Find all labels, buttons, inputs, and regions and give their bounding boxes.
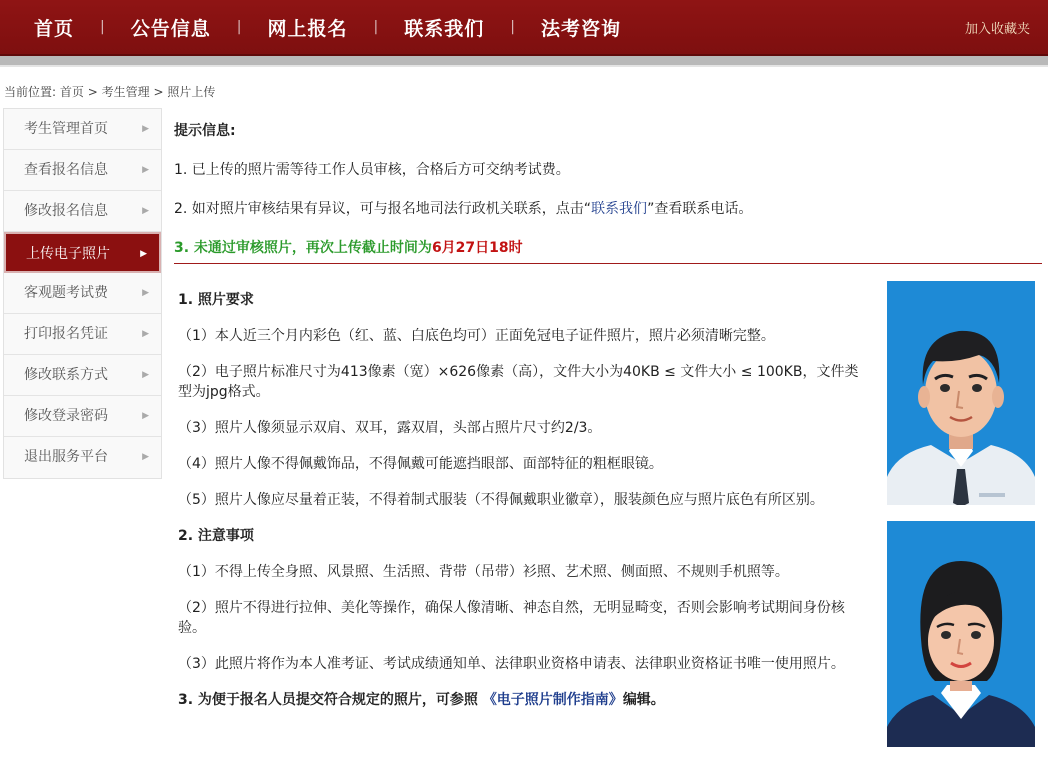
tip-line-3 [174, 237, 1042, 257]
sidebar-menu [3, 108, 162, 479]
notes-heading: 2. 注意事项 [178, 528, 254, 544]
sidebar-item-label: 修改报名信息 [24, 203, 108, 219]
requirement-item: （4）照片人像不得佩戴饰品，不得佩戴可能遮挡眼部、面部特征的粗框眼镜。 [178, 456, 663, 472]
requirement-item: （1）本人近三个月内彩色（红、蓝、白底色均可）正面免冠电子证件照片，照片必须清晰完整。 [178, 328, 775, 344]
nav-online-registration[interactable]: 网上报名 [267, 17, 348, 40]
photo-instructions [178, 290, 872, 726]
nav-exam-consultation[interactable]: 法考咨询 [540, 17, 621, 40]
sidebar-item-objective-exam-fee[interactable] [4, 273, 161, 314]
breadcrumb-separator: > [153, 85, 164, 99]
sidebar-item-label: 修改联系方式 [24, 367, 108, 383]
arrow-right-icon: ▶ [142, 370, 149, 380]
arrow-right-icon: ▶ [142, 288, 149, 298]
breadcrumb-home[interactable]: 首页 [59, 85, 84, 99]
guide-line [178, 690, 872, 710]
sidebar-item-edit-contact[interactable] [4, 355, 161, 396]
sidebar-item-change-password[interactable] [4, 396, 161, 437]
nav-home[interactable]: 首页 [34, 17, 75, 40]
tips-section [174, 112, 1042, 257]
female-example-photo [887, 521, 1035, 747]
tips-title: 提示信息: [174, 123, 236, 139]
sidebar-item-management-home[interactable] [4, 109, 161, 150]
tip-text: ”查看联系电话。 [647, 201, 753, 217]
sidebar-item-view-registration[interactable] [4, 150, 161, 191]
sidebar-item-print-certificate[interactable] [4, 314, 161, 355]
top-navigation-bar [0, 0, 1048, 56]
male-portrait-illustration [887, 281, 1035, 505]
requirement-item: （2）电子照片标准尺寸为413像素（宽）×626像素（高），文件大小为40KB ≤ 文件大小 ≤ 100KB，文件类型为jpg格式。 [178, 364, 859, 400]
guide-text: 3. 为便于报名人员提交符合规定的照片，可参照 [178, 692, 478, 708]
sidebar-item-label: 查看报名信息 [24, 162, 108, 178]
photo-guide-link[interactable]: 《电子照片制作指南》 [482, 692, 623, 708]
breadcrumb-separator: > [87, 85, 98, 99]
arrow-right-icon: ▶ [142, 411, 149, 421]
deadline-text: 6月27日18时 [431, 240, 523, 256]
sidebar-item-label: 考生管理首页 [24, 121, 108, 137]
tip-text: 3. 未通过审核照片，再次上传截止时间为 [174, 240, 432, 256]
breadcrumb [4, 83, 215, 100]
arrow-right-icon: ▶ [142, 124, 149, 134]
nav-announcements[interactable]: 公告信息 [130, 17, 211, 40]
arrow-right-icon: ▶ [142, 206, 149, 216]
note-item: （1）不得上传全身照、风景照、生活照、背带（吊带）衫照、艺术照、侧面照、不规则手机照等。 [178, 564, 789, 580]
section-divider [174, 263, 1042, 264]
arrow-right-icon: ▶ [142, 329, 149, 339]
add-to-favorites-link[interactable]: 加入收藏夹 [964, 22, 1030, 37]
breadcrumb-prefix: 当前位置: [4, 85, 57, 99]
requirements-heading: 1. 照片要求 [178, 292, 254, 308]
header-divider-band [0, 56, 1048, 65]
male-example-photo [887, 281, 1035, 505]
note-item: （2）照片不得进行拉伸、美化等操作，确保人像清晰、神态自然，无明显畸变，否则会影响考试期间身份核验。 [178, 600, 845, 636]
sidebar-item-edit-registration[interactable] [4, 191, 161, 232]
guide-text: 编辑。 [622, 692, 665, 708]
sidebar-item-label: 上传电子照片 [26, 246, 110, 262]
arrow-right-icon: ▶ [142, 165, 149, 175]
header-divider-line [0, 65, 1048, 67]
nav-separator: | [236, 19, 242, 35]
tip-line-1: 1. 已上传的照片需等待工作人员审核，合格后方可交纳考试费。 [174, 162, 570, 178]
requirement-item: （3）照片人像须显示双肩、双耳，露双眉，头部占照片尺寸约2/3。 [178, 420, 602, 436]
sidebar-item-label: 退出服务平台 [24, 449, 108, 465]
tip-text: 2. 如对照片审核结果有异议，可与报名地司法行政机关联系，点击“ [174, 201, 592, 217]
main-nav [0, 0, 621, 54]
sidebar-item-upload-photo[interactable] [4, 232, 161, 273]
nav-separator: | [373, 19, 379, 35]
female-portrait-illustration [887, 521, 1035, 747]
arrow-right-icon: ▶ [140, 249, 147, 259]
nav-separator: | [510, 19, 515, 35]
breadcrumb-candidate-management[interactable]: 考生管理 [101, 85, 150, 99]
sidebar-item-logout[interactable] [4, 437, 161, 478]
arrow-right-icon: ▶ [142, 452, 149, 462]
contact-us-link[interactable]: 联系我们 [591, 201, 648, 217]
nav-contact-us[interactable]: 联系我们 [404, 17, 485, 40]
sidebar-item-label: 打印报名凭证 [24, 326, 108, 342]
tip-line-2 [174, 198, 1042, 218]
requirement-item: （5）照片人像应尽量着正装，不得着制式服装（不得佩戴职业徽章），服装颜色应与照片底色有所区别。 [178, 492, 824, 508]
sidebar-item-label: 客观题考试费 [24, 285, 108, 301]
nav-separator: | [100, 19, 105, 35]
sidebar-item-label: 修改登录密码 [24, 408, 108, 424]
note-item: （3）此照片将作为本人准考证、考试成绩通知单、法律职业资格申请表、法律职业资格证书唯一使用照片。 [178, 656, 845, 672]
breadcrumb-current-page: 照片上传 [167, 85, 216, 99]
